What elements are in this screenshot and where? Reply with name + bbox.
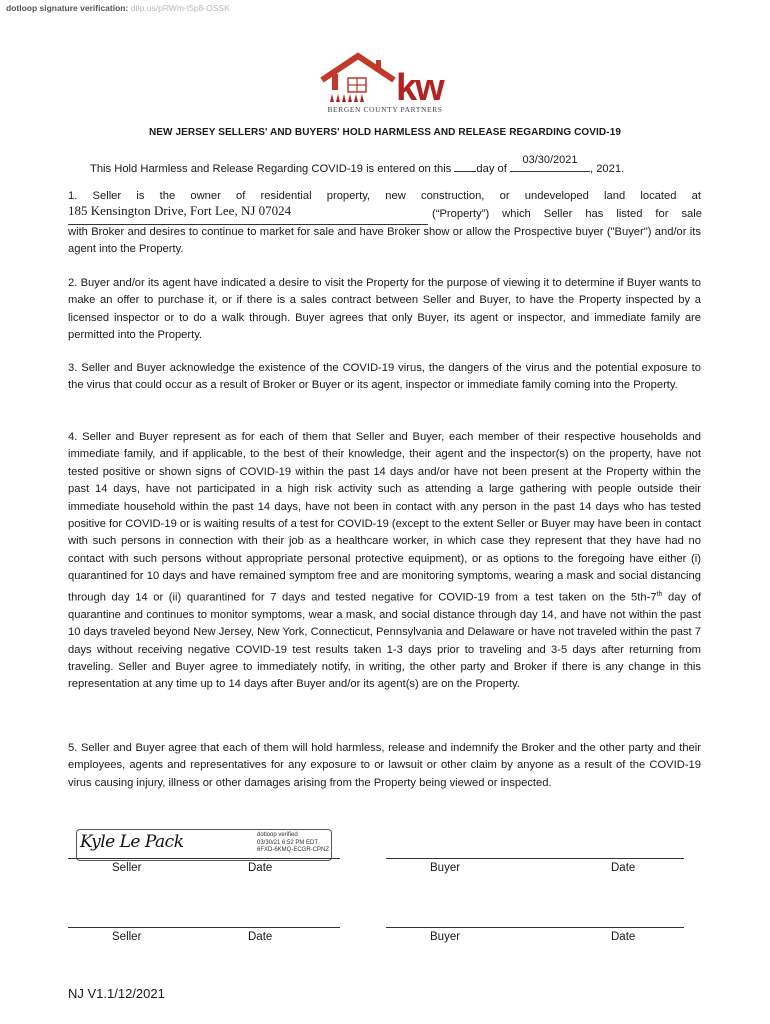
buyer-date-label-2: Date <box>611 931 636 943</box>
intro-before: This Hold Harmless and Release Regarding COVID-19 is entered on this <box>90 163 455 175</box>
para1-line1: 1. Seller is the owner of residential property, new construction, or undeveloped land located at <box>68 190 701 202</box>
dotloop-verification <box>6 3 230 13</box>
seller-signature[interactable]: Kyle Le Pack <box>80 832 184 852</box>
para3: 3. Seller and Buyer acknowledge the existence of the COVID-19 virus, the dangers of the virus and the potential exposure to the virus that could occur as a result of Broker or Buyer or its agent, inspector or immediate family coming into the Property. <box>68 362 701 392</box>
buyer-label-2: Buyer <box>430 931 461 943</box>
date-label-2: Date <box>248 931 273 943</box>
buyer-sig-line-1[interactable] <box>386 858 684 859</box>
document-title: NEW JERSEY SELLERS' AND BUYERS' HOLD HARMLESS AND RELEASE REGARDING COVID-19 <box>148 127 622 138</box>
date-field[interactable] <box>510 154 590 172</box>
verification-link[interactable]: dtlp.us/pRWm-t5p8-OSSK <box>130 3 230 13</box>
buyer-date-label-1: Date <box>611 862 636 874</box>
seller-label-2: Seller <box>112 931 142 943</box>
date-value: 03/30/2021 <box>522 154 578 166</box>
dotloop-line3: 6FXD-6KMQ-ECGR-CPNZ <box>257 847 330 853</box>
intro-after: , 2021. <box>589 163 625 175</box>
para4-part1: 4. Seller and Buyer represent as for each of them that Seller and Buyer, each member of their respective households and immediate family, and if applicable, to the best of their knowledge, their agent and the inspector(s) on the property, have not tested positive or shown signs of COVID-19 within the past 14 days and/or have not been present at the Property within the past 14 days, have not participated in a high risk activity such as attending a large gathering with people outside their immediate household within the past 14 days, have not been in contact with any person in the past 14 days who has tested positive for COVID-19 or is waiting results of a test for COVID-19 (except to the extent Seller or Buyer may have been in contact with such persons in connection with their job as a healthcare worker, in which case they represent that they have had no contact with such persons without appropriate personal protective equipment), or as options to the foregoing have either (i) quarantined for 10 days and have remained symptom free and are monitoring symptoms, wearing a mask and social distancing through day 14 or (ii) quarantined for 7 days and tested negative for COVID-19 from a test taken on the 5th-7 <box>68 431 702 604</box>
seller-sig-line-2[interactable] <box>68 927 340 928</box>
date-label-1: Date <box>248 862 273 874</box>
verification-label: dotloop signature verification: <box>6 3 129 13</box>
para4 <box>68 429 701 694</box>
day-blank[interactable] <box>454 160 476 172</box>
property-address: 185 Kensington Drive, Fort Lee, NJ 07024 <box>68 203 292 218</box>
buyer-sig-line-2[interactable] <box>386 927 684 928</box>
para4-sup: th <box>656 590 663 598</box>
para1-property: (“Property”) which Seller has listed for sale <box>432 208 702 220</box>
form-version: NJ V1.1/12/2021 <box>68 986 165 1001</box>
dotloop-stamp <box>257 832 329 855</box>
para5: 5. Seller and Buyer agree that each of them will hold harmless, release and indemnify the Broker and the other party and their employees, agents and representatives for any exposure to or lawsuit or other claim by anyone as a result of the COVID-19 virus causing injury, illness or other damages arising from the Property being viewed or inspected. <box>68 742 701 789</box>
para1-rest: with Broker and desires to continue to market for sale and have Broker show or allow the Prospective buyer ("Buyer") and/or its agent into the Property. <box>68 226 701 256</box>
para2: 2. Buyer and/or its agent have indicated a desire to visit the Property for the purpose of viewing it to determine if Buyer wants to make an offer to purchase it, or if there is a sales contract between Seller and Buyer, to have the Property inspected by a licensed inspector or to do a walk through. Buyer agrees that only Buyer, its agent or inspector, and immediate family are permitted into the Property. <box>68 277 701 342</box>
seller-label-1: Seller <box>112 862 142 874</box>
logo-subtitle: BERGEN COUNTY PARTNERS <box>327 105 443 114</box>
dotloop-line1: dotloop verified <box>257 832 298 838</box>
intro-line <box>90 154 625 175</box>
intro-day-of: day of <box>476 163 510 175</box>
para4-part2: day of quarantine and continues to monitor symptoms, wear a mask, and social distance through day 14, and have not within the past 10 days traveled beyond New Jersey, New York, Connecticut, Pennsylvania and Delaware or have not traveled within the past 7 days without receiving negative COVID-19 test results taken 1-3 days prior to traveling and 3-5 days after returning from traveling. Seller and Buyer agree to immediately notify, in writing, the other party and Broker if there is any change in this representation at any time up to 14 days after Buyer and/or its agent(s) are on the Property. <box>68 591 701 691</box>
buyer-label-1: Buyer <box>430 862 461 874</box>
seller-sig-line-1[interactable] <box>68 858 340 859</box>
kw-mark: kw <box>396 67 443 109</box>
dotloop-line2: 03/30/21 6:52 PM EDT <box>257 839 319 846</box>
house-roof-icon <box>322 56 394 102</box>
